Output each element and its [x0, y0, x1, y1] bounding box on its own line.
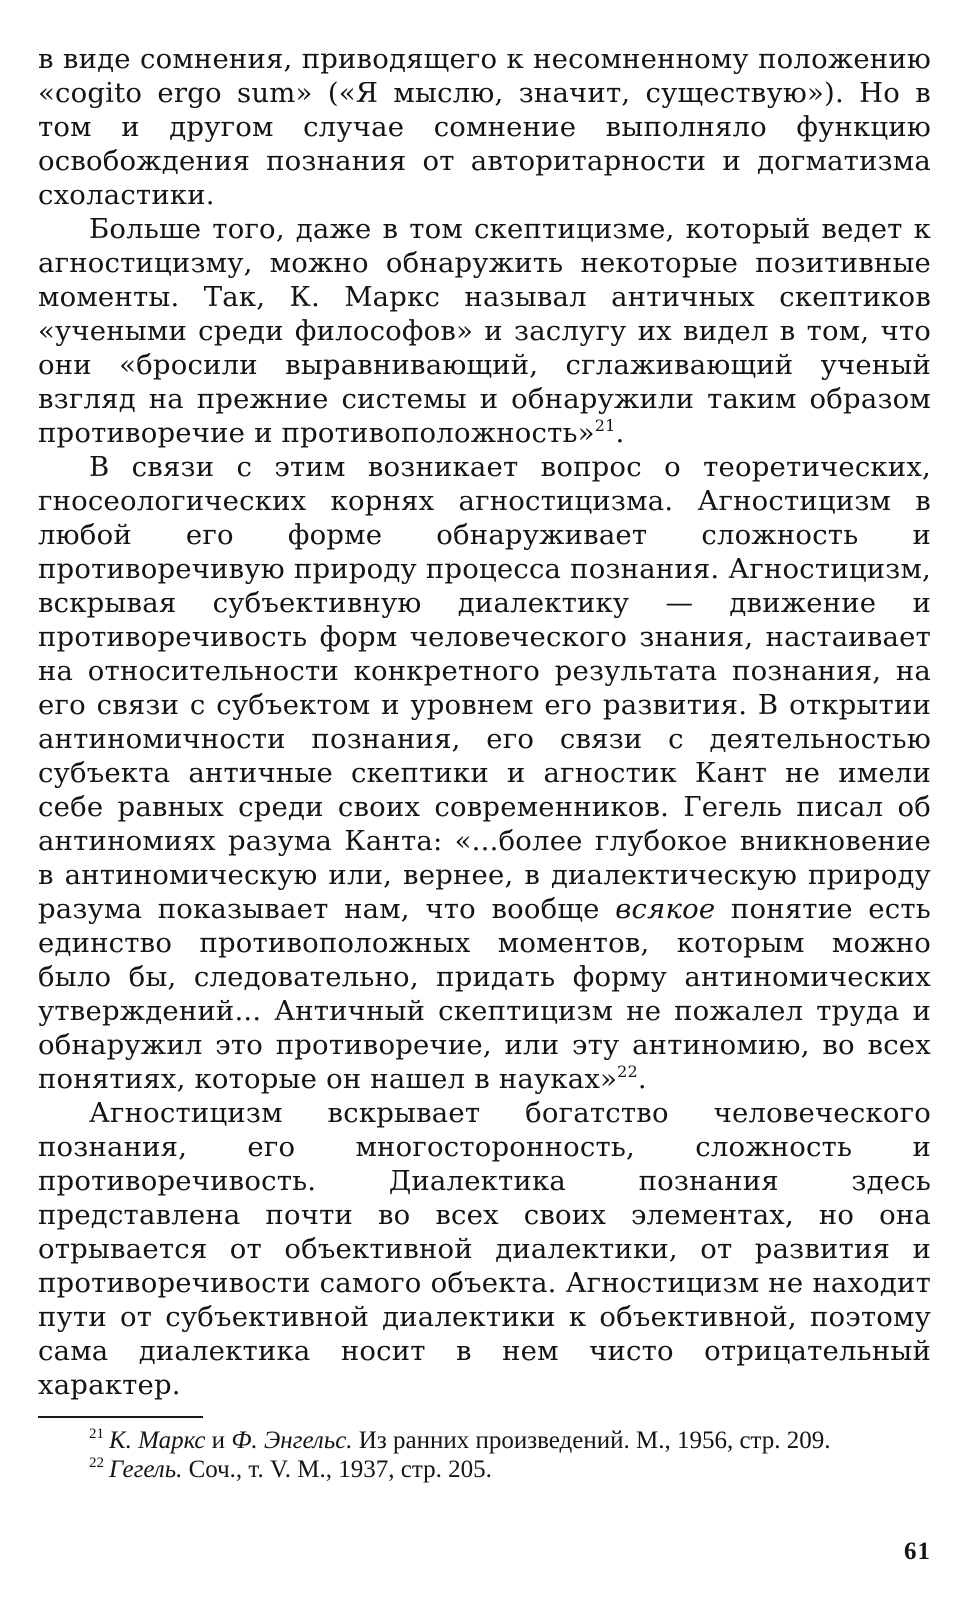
footnote-author: Гегель.	[109, 1456, 183, 1483]
emphasized-word: всякое	[615, 893, 716, 925]
footnote-divider	[38, 1416, 203, 1418]
footnote-number: 21	[89, 1426, 104, 1442]
footnote-text: Из ранних произведений. М., 1956, стр. 209.	[358, 1427, 831, 1454]
paragraph-text-end: .	[615, 417, 625, 449]
footnote-text: Соч., т. V. М., 1937, стр. 205.	[188, 1456, 492, 1483]
paragraph-3	[38, 450, 931, 1096]
page-number: 61	[904, 1538, 931, 1565]
footnote-ref-22[interactable]: 22	[617, 1062, 638, 1081]
footnote-22	[38, 1455, 931, 1484]
paragraph-text: Агностицизм вскрывает богатство человеческого познания, его многосторонность, сложность и противоречивость. Диалектика познания здесь представлена почти во всех своих элементах, но она отрывается от объективной диалектики, от развития и противоречивости самого объекта. Агностицизм не находит пути от субъективной диалектики к объективной, поэтому сама диалектика носит в нем чисто отрицательный характер.	[38, 1097, 931, 1401]
book-page	[38, 42, 931, 1572]
paragraph-text: В связи с этим возникает вопрос о теоретических, гносеологических корнях агностицизма. Агностицизм в любой его форме обнаруживает сложность и противоречивую природу процесса познания. Агностицизм, вскрывая субъективную диалектику — движение и противоречивость форм человеческого знания, настаивает на относительности конкретного результата познания, на его связи с субъектом и уровнем его развития. В открытии антиномичности познания, его связи с деятельностью субъекта античные скептики и агностик Кант не имели себе равных среди своих современников. Гегель писал об антиномиях разума Канта: «...более глубокое вникновение в антиномическую или, вернее, в диалектическую природу разума показывает нам, что вообще	[38, 451, 931, 925]
paragraph-2	[38, 212, 931, 450]
footnote-author-2: Ф. Энгельс.	[231, 1427, 353, 1454]
paragraph-text: Больше того, даже в том скептицизме, который ведет к агностицизму, можно обнаружить некоторые позитивные моменты. Так, К. Маркс называл античных скептиков «учеными среди философов» и заслугу их видел в том, что они «бросили выравнивающий, сглаживающий ученый взгляд на прежние системы и обнаружили таким образом противоречие и противоположность»	[38, 213, 931, 449]
footnote-author: К. Маркс	[109, 1427, 206, 1454]
paragraph-1	[38, 42, 931, 212]
paragraph-text: в виде сомнения, приводящего к несомненному положению «cogito ergo sum» («Я мыслю, значит, существую»). Но в том и другом случае сомнение выполняло функцию освобождения познания от авторитарности и догматизма схоластики.	[38, 43, 931, 211]
footnote-number: 22	[89, 1455, 104, 1471]
paragraph-text-continued: понятие есть единство противоположных моментов, которым можно было бы, следовательно, придать форму антиномических утверждений... Античный скептицизм не пожалел труда и обнаружил это противоречие, или эту антиномию, во всех понятиях, которые он нашел в науках»	[38, 893, 931, 1095]
footnote-conjunction: и	[211, 1427, 226, 1454]
footnote-ref-21[interactable]: 21	[594, 416, 616, 435]
footnote-21	[38, 1426, 931, 1455]
paragraph-text-end: .	[637, 1063, 647, 1095]
paragraph-4	[38, 1096, 931, 1402]
footnotes-section	[38, 1426, 931, 1484]
